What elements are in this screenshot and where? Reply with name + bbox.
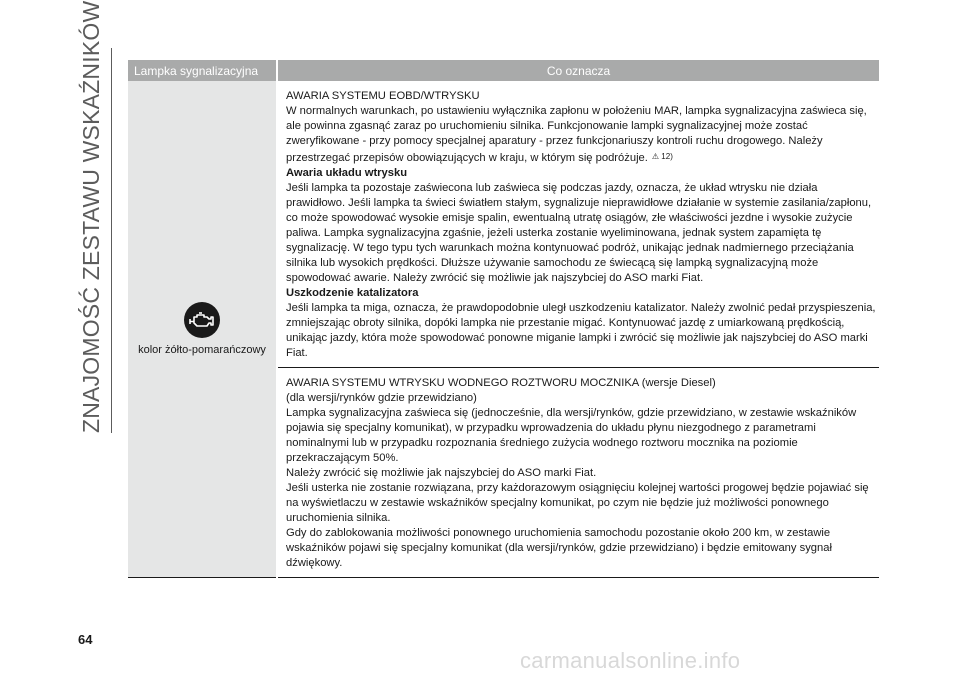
header-lamp: Lampka sygnalizacyjna bbox=[128, 60, 277, 81]
page-number: 64 bbox=[78, 632, 93, 647]
side-title-text: ZNAJOMOŚĆ ZESTAWU WSKAŹNIKÓW bbox=[78, 0, 104, 433]
header-meaning: Co oznacza bbox=[277, 60, 879, 81]
section-urea-para1: Lampka sygnalizacyjna zaświeca się (jednocześnie, dla wersji/rynków, gdzie przewidziano, w zestawie wskaźników pojawia się specjalny komunikat), w przypadku wprowadzenia do układu płynu niezgodnego z parametrami nominalnymi lub w przypadku rozpoznania średniego zużycia wodnego roztworu mocznika na poziomie przekraczającym 50%. bbox=[286, 407, 857, 464]
subsection-catalyst-body: Jeśli lampka ta miga, oznacza, że prawdopodobnie uległ uszkodzeniu katalizator. Należy zwolnić pedał przyspieszenia, zmniejszając obroty silnika, dopóki lampka nie przestanie migać. Kontynuować jazdę z umiarkowaną prędkością, unikając jazdy, która może spowodować ponowne miganie lampki i zwrócić się możliwie jak najszybciej do ASO marki Fiat. bbox=[286, 302, 876, 359]
table-header-row bbox=[128, 60, 879, 81]
lamp-color-caption: kolor żółto-pomarańczowy bbox=[138, 344, 266, 356]
warning-lamp-table bbox=[128, 60, 879, 578]
lamp-cell bbox=[128, 81, 277, 578]
engine-icon-graphic bbox=[189, 311, 215, 329]
section-urea-para2: Należy zwrócić się możliwie jak najszybciej do ASO marki Fiat. bbox=[286, 467, 597, 479]
side-section-title bbox=[78, 0, 118, 433]
engine-icon bbox=[184, 302, 220, 338]
subsection-injection-title: Awaria układu wtrysku bbox=[286, 167, 408, 179]
section-urea bbox=[277, 368, 879, 578]
side-divider bbox=[111, 48, 112, 433]
warning-reference-icon: ⚠ bbox=[651, 152, 660, 161]
section-eobd-body bbox=[286, 104, 879, 166]
section-eobd bbox=[277, 81, 879, 368]
section-urea-note: (dla wersji/rynków gdzie przewidziano) bbox=[286, 392, 477, 404]
section-urea-title: AWARIA SYSTEMU WTRYSKU WODNEGO ROZTWORU MOCZNIKA (wersje Diesel) bbox=[286, 377, 716, 389]
subsection-catalyst bbox=[286, 286, 879, 301]
subsection-injection bbox=[286, 166, 879, 181]
section-urea-para3: Jeśli usterka nie zostanie rozwiązana, przy każdorazowym osiągnięciu kolejnej wartości progowej będzie pojawiać się na wyświetlaczu w zestawie wskaźników specjalny komunikat, po czym nie będzie już możliwości ponownego uruchomienia silnika. bbox=[286, 482, 869, 524]
watermark: carmanualsonline.info bbox=[520, 648, 741, 673]
subsection-injection-body: Jeśli lampka ta pozostaje zaświecona lub zaświeca się podczas jazdy, oznacza, że układ wtrysku nie działa prawidłowo. Jeśli lampka ta świeci światłem stałym, sygnalizuje nieprawidłowe działanie w systemie zasilania/zapłonu, co może spowodować wysokie emisje spalin, ewentualną utratę osiągów, złe właściwości jezdne i wysokie zużycie paliwa. Lampka sygnalizacyjna zgaśnie, jeżeli usterka zostanie wyeliminowana, jednak system zapamięta tę sygnalizację. W tego typu tych warunkach można kontynuować podróż, unikając jednak nadmiernego przeciążania silnika lub wysokich prędkości. Dłuższe używanie samochodu ze świecącą się lampką sygnalizacyjną może spowodować awarie. Należy zwrócić się możliwie jak najszybciej do ASO marki Fiat. bbox=[286, 182, 872, 284]
section-eobd-text: W normalnych warunkach, po ustawieniu wyłącznika zapłonu w położeniu MAR, lampka sygnalizacyjna zaświeca się, ale powinna zgasnąć zaraz po uruchomieniu silnika. Funkcjonowanie lampki sygnalizacyjnej może zostać zweryfikowane - przy pomocy specjalnej aparatury - przez funkcjonariuszy kontroli ruchu drogowego. Należy przestrzegać przepisów obowiązujących w kraju, w którym się podróżuje. bbox=[286, 105, 867, 164]
subsection-catalyst-title: Uszkodzenie katalizatora bbox=[286, 287, 419, 299]
table-row bbox=[128, 81, 879, 368]
reference-mark bbox=[652, 152, 673, 161]
reference-number: 12) bbox=[661, 152, 673, 161]
section-urea-para4: Gdy do zablokowania możliwości ponownego uruchomienia samochodu pozostanie około 200 km, w zestawie wskaźników pojawi się specjalny komunikat (dla wersji/rynków, gdzie przewidziano) i będzie emitowany sygnał dźwiękowy. bbox=[286, 527, 832, 569]
section-eobd-title: AWARIA SYSTEMU EOBD/WTRYSKU bbox=[286, 90, 480, 102]
